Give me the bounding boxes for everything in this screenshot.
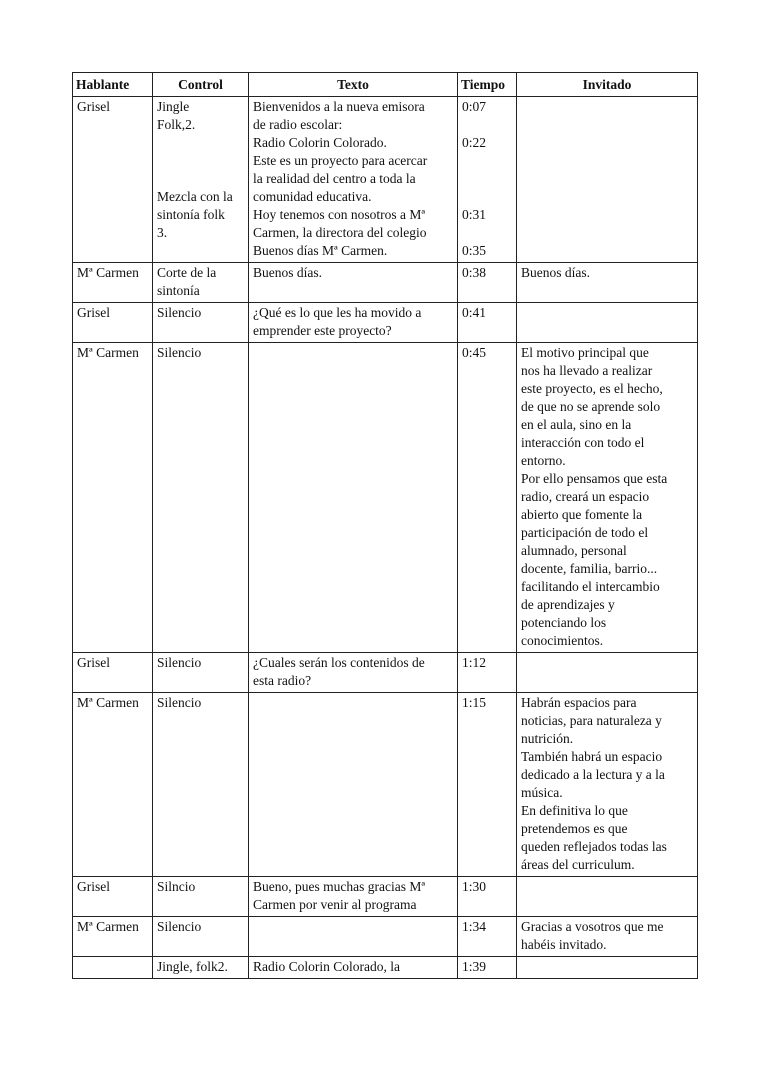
- cell-line: queden reflejados todas las: [521, 839, 667, 854]
- cell-line: de radio escolar:: [253, 117, 343, 132]
- cell-line: Este es un proyecto para acercar: [253, 153, 428, 168]
- cell-line: interacción con todo el: [521, 435, 645, 450]
- cell-line: 3.: [157, 225, 168, 240]
- cell-line: 1:39: [462, 959, 487, 974]
- cell-line: Grisel: [77, 879, 110, 894]
- cell-line: Bueno, pues muchas gracias Mª: [253, 879, 426, 894]
- cell-line: Silencio: [157, 345, 202, 360]
- cell-hablante: [73, 957, 153, 979]
- cell-line: [462, 152, 513, 170]
- cell-line: sintonía folk: [157, 207, 225, 222]
- cell-tiempo: [458, 957, 517, 979]
- cell-texto: [249, 693, 458, 877]
- cell-line: música.: [521, 785, 563, 800]
- cell-line: Hoy tenemos con nosotros a Mª: [253, 207, 426, 222]
- cell-line: participación de todo el: [521, 525, 649, 540]
- cell-line: Buenos días.: [521, 265, 590, 280]
- cell-line: [462, 188, 513, 206]
- cell-invitado: [517, 263, 698, 303]
- cell-line: áreas del curriculum.: [521, 857, 635, 872]
- cell-tiempo: [458, 303, 517, 343]
- cell-line: facilitando el intercambio: [521, 579, 660, 594]
- cell-line: de que no se aprende solo: [521, 399, 661, 414]
- cell-tiempo: [458, 263, 517, 303]
- cell-control: [153, 343, 249, 653]
- cell-line: Habrán espacios para: [521, 695, 637, 710]
- cell-line: sintonía: [157, 283, 200, 298]
- cell-line: En definitiva lo que: [521, 803, 628, 818]
- cell-line: Jingle, folk2.: [157, 959, 228, 974]
- cell-control: [153, 303, 249, 343]
- cell-line: noticias, para naturaleza y: [521, 713, 662, 728]
- cell-invitado: [517, 957, 698, 979]
- cell-line: 0:45: [462, 345, 487, 360]
- cell-line: 0:41: [462, 305, 487, 320]
- cell-line: Corte de la: [157, 265, 217, 280]
- cell-line: Buenos días.: [253, 265, 322, 280]
- cell-line: Mª Carmen: [77, 919, 139, 934]
- cell-tiempo: [458, 917, 517, 957]
- cell-line: emprender este proyecto?: [253, 323, 392, 338]
- cell-invitado: [517, 303, 698, 343]
- cell-line: Mezcla con la: [157, 189, 233, 204]
- cell-hablante: [73, 263, 153, 303]
- cell-line: la realidad del centro a toda la: [253, 171, 416, 186]
- cell-line: También habrá un espacio: [521, 749, 663, 764]
- cell-control: [153, 877, 249, 917]
- cell-line: Folk,2.: [157, 117, 196, 132]
- cell-hablante: [73, 917, 153, 957]
- cell-control: [153, 957, 249, 979]
- cell-line: Silncio: [157, 879, 196, 894]
- cell-line: de aprendizajes y: [521, 597, 615, 612]
- cell-line: comunidad educativa.: [253, 189, 372, 204]
- header-tiempo: Tiempo: [458, 73, 517, 97]
- cell-texto: [249, 653, 458, 693]
- cell-line: [462, 116, 513, 134]
- table-row: [73, 303, 698, 343]
- cell-line: Bienvenidos a la nueva emisora: [253, 99, 425, 114]
- cell-line: potenciando los: [521, 615, 607, 630]
- cell-line: Silencio: [157, 695, 202, 710]
- cell-line: esta radio?: [253, 673, 312, 688]
- cell-line: Mª Carmen: [77, 345, 139, 360]
- cell-hablante: [73, 97, 153, 263]
- cell-tiempo: [458, 343, 517, 653]
- cell-control: [153, 653, 249, 693]
- cell-line: Silencio: [157, 919, 202, 934]
- cell-line: [157, 170, 245, 188]
- cell-line: Silencio: [157, 655, 202, 670]
- cell-texto: [249, 263, 458, 303]
- cell-line: Gracias a vosotros que me: [521, 919, 664, 934]
- cell-line: 1:34: [462, 919, 487, 934]
- cell-control: [153, 263, 249, 303]
- cell-control: [153, 693, 249, 877]
- cell-texto: [249, 97, 458, 263]
- script-table: [72, 72, 698, 979]
- cell-line: en el aula, sino en la: [521, 417, 632, 432]
- table-row: [73, 343, 698, 653]
- cell-hablante: [73, 693, 153, 877]
- cell-line: 0:22: [462, 135, 487, 150]
- cell-line: Mª Carmen: [77, 695, 139, 710]
- cell-hablante: [73, 343, 153, 653]
- table-row: [73, 97, 698, 263]
- table-row: [73, 877, 698, 917]
- cell-hablante: [73, 877, 153, 917]
- cell-control: [153, 97, 249, 263]
- cell-line: nos ha llevado a realizar: [521, 363, 653, 378]
- table-row: [73, 957, 698, 979]
- cell-invitado: [517, 97, 698, 263]
- cell-line: [157, 152, 245, 170]
- cell-texto: [249, 957, 458, 979]
- cell-line: alumnado, personal: [521, 543, 627, 558]
- cell-control: [153, 917, 249, 957]
- cell-line: este proyecto, es el hecho,: [521, 381, 663, 396]
- cell-line: Buenos días Mª Carmen.: [253, 243, 388, 258]
- cell-line: Mª Carmen: [77, 265, 139, 280]
- cell-tiempo: [458, 693, 517, 877]
- header-hablante: Hablante: [73, 73, 153, 97]
- cell-line: Radio Colorin Colorado, la: [253, 959, 400, 974]
- cell-tiempo: [458, 653, 517, 693]
- cell-line: Grisel: [77, 655, 110, 670]
- cell-line: Grisel: [77, 305, 110, 320]
- cell-line: Carmen por venir al programa: [253, 897, 417, 912]
- cell-line: ¿Qué es lo que les ha movido a: [253, 305, 422, 320]
- table-row: [73, 263, 698, 303]
- cell-line: habéis invitado.: [521, 937, 607, 952]
- cell-line: Silencio: [157, 305, 202, 320]
- table-row: [73, 653, 698, 693]
- cell-line: 1:12: [462, 655, 487, 670]
- cell-texto: [249, 343, 458, 653]
- cell-line: nutrición.: [521, 731, 574, 746]
- cell-invitado: [517, 343, 698, 653]
- cell-line: abierto que fomente la: [521, 507, 643, 522]
- cell-invitado: [517, 653, 698, 693]
- header-texto: Texto: [249, 73, 458, 97]
- cell-line: radio, creará un espacio: [521, 489, 650, 504]
- cell-line: Jingle: [157, 99, 190, 114]
- cell-texto: [249, 917, 458, 957]
- header-invitado: Invitado: [517, 73, 698, 97]
- cell-line: Carmen, la directora del colegio: [253, 225, 427, 240]
- cell-invitado: [517, 877, 698, 917]
- cell-line: dedicado a la lectura y a la: [521, 767, 665, 782]
- cell-line: conocimientos.: [521, 633, 604, 648]
- cell-invitado: [517, 693, 698, 877]
- cell-line: Grisel: [77, 99, 110, 114]
- cell-line: 0:07: [462, 99, 487, 114]
- cell-line: entorno.: [521, 453, 566, 468]
- cell-hablante: [73, 303, 153, 343]
- header-row: [73, 73, 698, 97]
- cell-texto: [249, 303, 458, 343]
- cell-line: pretendemos es que: [521, 821, 628, 836]
- cell-line: docente, familia, barrio...: [521, 561, 658, 576]
- cell-line: 1:15: [462, 695, 487, 710]
- cell-tiempo: [458, 877, 517, 917]
- cell-texto: [249, 877, 458, 917]
- cell-line: [462, 224, 513, 242]
- table-row: [73, 693, 698, 877]
- cell-line: 0:35: [462, 243, 487, 258]
- cell-line: [157, 134, 245, 152]
- cell-line: ¿Cuales serán los contenidos de: [253, 655, 425, 670]
- cell-line: Por ello pensamos que esta: [521, 471, 668, 486]
- cell-line: El motivo principal que: [521, 345, 649, 360]
- cell-invitado: [517, 917, 698, 957]
- table-row: [73, 917, 698, 957]
- cell-line: 0:38: [462, 265, 487, 280]
- cell-line: Radio Colorin Colorado.: [253, 135, 387, 150]
- header-control: Control: [153, 73, 249, 97]
- cell-tiempo: [458, 97, 517, 263]
- cell-line: 0:31: [462, 207, 487, 222]
- cell-line: 1:30: [462, 879, 487, 894]
- cell-hablante: [73, 653, 153, 693]
- cell-line: [462, 170, 513, 188]
